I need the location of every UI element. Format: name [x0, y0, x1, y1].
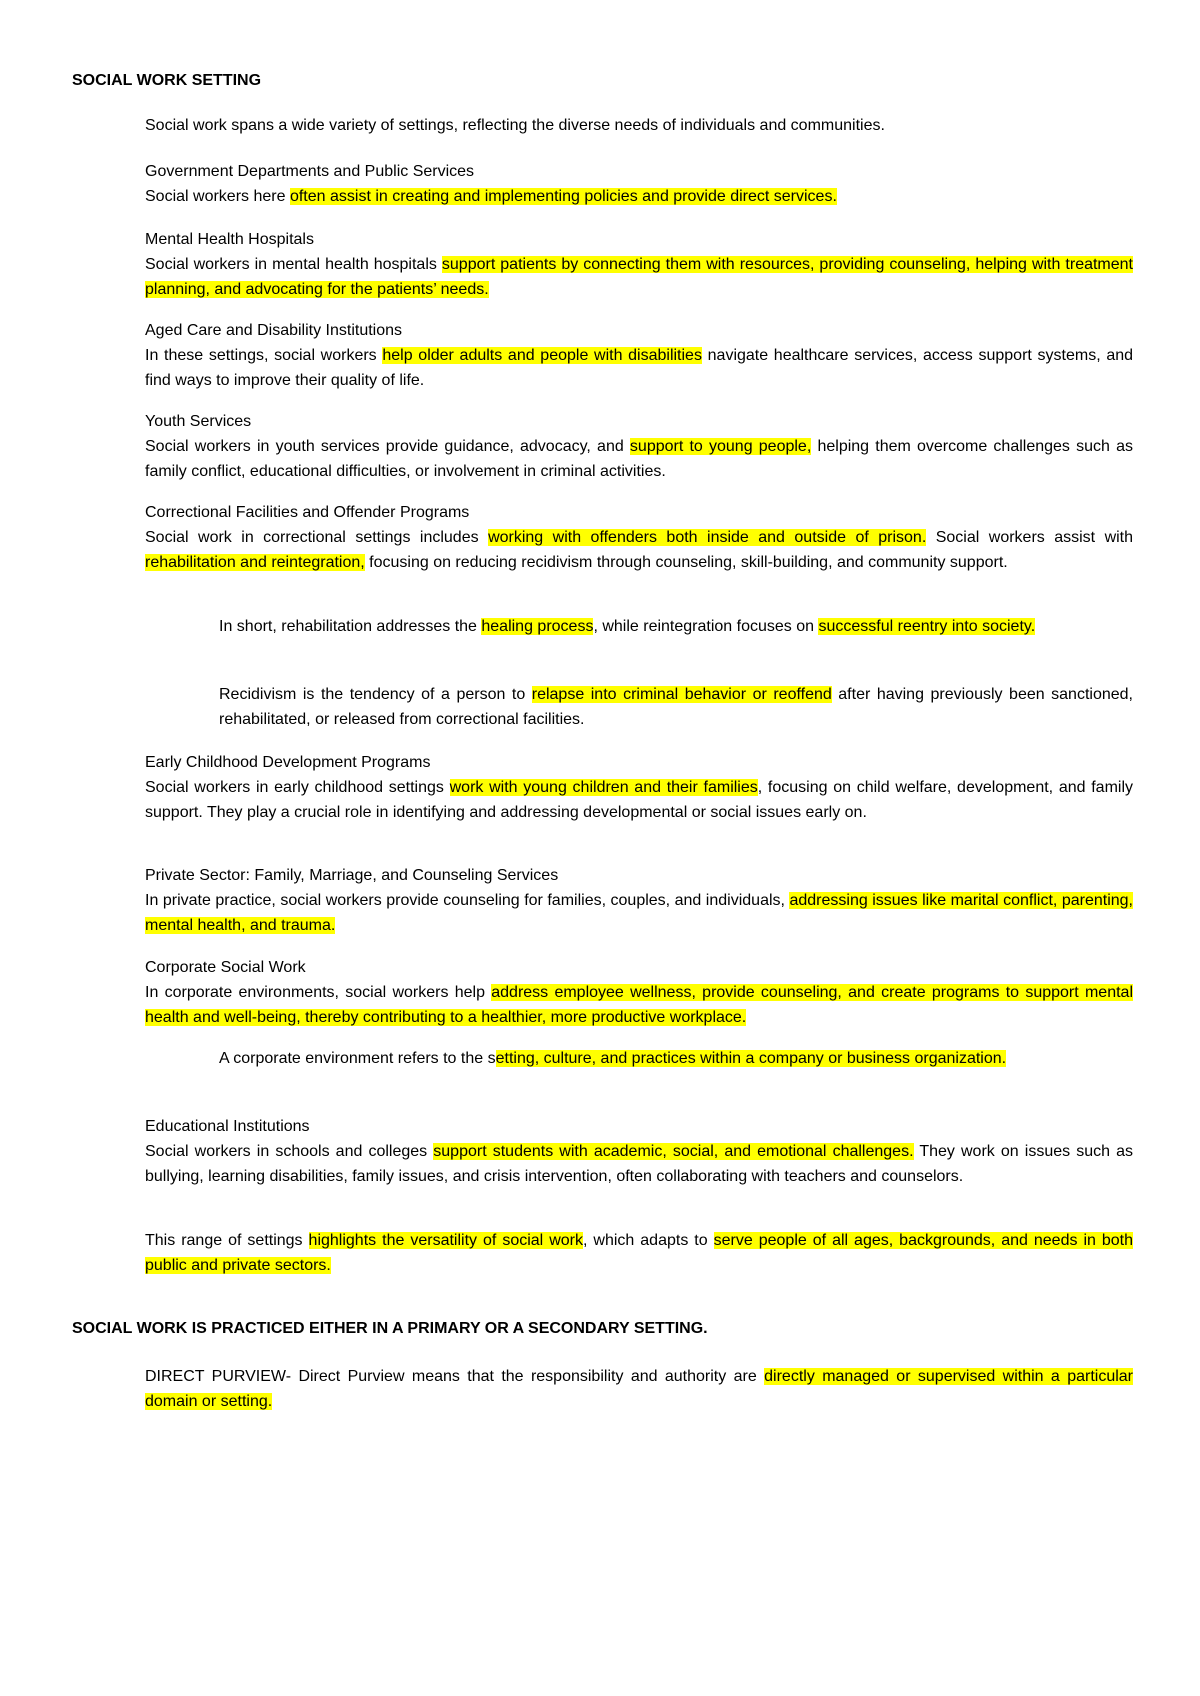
- section-body: [145, 775, 1133, 825]
- section-corporate: [145, 955, 1133, 1030]
- body-text: Social workers in mental health hospitals: [145, 256, 442, 273]
- section-body: [145, 1139, 1133, 1189]
- section-body: [219, 1046, 1133, 1071]
- highlighted-text: highlights the versatility of social work: [308, 1232, 583, 1249]
- section-heading: Government Departments and Public Services: [145, 163, 475, 180]
- section-body: [145, 1228, 1133, 1278]
- body-text: focusing on reducing recidivism through counseling, skill-building, and community support.: [364, 554, 1008, 571]
- section-body: [145, 343, 1133, 393]
- body-text: In private practice, social workers provide counseling for families, couples, and individuals,: [145, 892, 790, 909]
- highlighted-text: address employee wellness, provide counseling, and create programs to support mental health and well-being, thereby contributing to a healthier, more productive workplace.: [145, 984, 1134, 1026]
- body-text: Recidivism is the tendency of a person to: [219, 686, 532, 703]
- highlighted-text: healing process: [481, 618, 594, 635]
- section-body: [219, 614, 1133, 639]
- highlighted-text: working with offenders both inside and outside of prison.: [488, 529, 927, 546]
- highlighted-text: directly managed or supervised within a particular domain or setting.: [145, 1368, 1134, 1410]
- section-heading: Aged Care and Disability Institutions: [145, 322, 403, 339]
- body-text: In corporate environments, social workers help: [145, 984, 492, 1001]
- body-text: A corporate environment refers to the s: [219, 1050, 496, 1067]
- body-text: Social workers here: [145, 188, 290, 205]
- highlighted-text: successful reentry into society.: [818, 618, 1036, 635]
- body-text: In these settings, social workers: [145, 347, 383, 364]
- section-aged-care: [145, 318, 1133, 393]
- body-text: They work on issues such as bullying, learning disabilities, family issues, and crisis intervention, often collaborating with teachers and counselors.: [145, 1143, 1134, 1185]
- highlighted-text: relapse into criminal behavior or reoffend: [531, 686, 832, 703]
- direct-purview-paragraph: [145, 1364, 1133, 1414]
- body-text: helping them overcome challenges such as family conflict, educational difficulties, or involvement in criminal activities.: [145, 438, 1133, 480]
- section-heading: Correctional Facilities and Offender Programs: [145, 504, 470, 521]
- section-heading: Early Childhood Development Programs: [145, 754, 431, 771]
- body-text: navigate healthcare services, access support systems, and find ways to improve their quality of life.: [145, 347, 1134, 389]
- document-title: SOCIAL WORK SETTING: [72, 72, 262, 89]
- body-text: Social workers assist with: [926, 529, 1134, 546]
- section-body: [219, 682, 1133, 732]
- section-heading: Mental Health Hospitals: [145, 231, 314, 248]
- section-body: [145, 434, 1133, 484]
- body-text: Social work in correctional settings includes: [145, 529, 489, 546]
- section-heading: Youth Services: [145, 413, 252, 430]
- note-corporate-environment: [219, 1046, 1133, 1071]
- highlighted-text: serve people of all ages, backgrounds, and needs in both public and private sectors.: [145, 1232, 1134, 1274]
- summary-paragraph: [145, 1228, 1133, 1278]
- body-text: , focusing on child welfare, development, and family support. They play a crucial role in identifying and addressing developmental or social issues early on.: [145, 779, 1134, 821]
- section-government: [145, 159, 1133, 209]
- body-text: Social workers in early childhood settings: [145, 779, 450, 796]
- highlighted-text: help older adults and people with disabilities: [382, 347, 702, 364]
- note-rehabilitation: [219, 614, 1133, 639]
- section-body: [145, 525, 1133, 575]
- section-early-childhood: [145, 750, 1133, 825]
- body-text: DIRECT PURVIEW- Direct Purview means that the responsibility and authority are: [145, 1368, 765, 1385]
- highlighted-text: often assist in creating and implementing policies and provide direct services.: [289, 188, 837, 205]
- body-text: , while reintegration focuses on: [593, 618, 819, 635]
- section-body: [145, 980, 1133, 1030]
- body-text: after having previously been sanctioned, rehabilitated, or released from correctional facilities.: [219, 686, 1133, 728]
- highlighted-text: work with young children and their families: [449, 779, 758, 796]
- highlighted-text: support to young people,: [629, 438, 812, 455]
- section-body: [145, 888, 1133, 938]
- body-text: In short, rehabilitation addresses the: [219, 618, 482, 635]
- section-body: [145, 252, 1133, 302]
- section-heading: Corporate Social Work: [145, 959, 306, 976]
- body-text: Social workers in schools and colleges: [145, 1143, 434, 1160]
- highlighted-text: support students with academic, social, and emotional challenges.: [433, 1143, 914, 1160]
- highlighted-text: addressing issues like marital conflict, parenting, mental health, and trauma.: [145, 892, 1133, 934]
- highlighted-text: etting, culture, and practices within a company or business organization.: [495, 1050, 1007, 1067]
- highlighted-text: rehabilitation and reintegration,: [145, 554, 365, 571]
- body-text: This range of settings: [145, 1232, 309, 1249]
- intro-paragraph: Social work spans a wide variety of settings, reflecting the diverse needs of individuals and communities.: [145, 117, 885, 134]
- highlighted-text: support patients by connecting them with resources, providing counseling, helping with treatment planning, and advocating for the patients’ needs.: [145, 256, 1134, 298]
- section-heading: Educational Institutions: [145, 1118, 310, 1135]
- section-educational: [145, 1114, 1133, 1189]
- note-recidivism: [219, 682, 1133, 732]
- section-correctional: [145, 500, 1133, 575]
- primary-secondary-heading: SOCIAL WORK IS PRACTICED EITHER IN A PRIMARY OR A SECONDARY SETTING.: [72, 1320, 708, 1337]
- section-body: [145, 184, 1133, 209]
- body-text: , which adapts to: [582, 1232, 714, 1249]
- body-text: Social workers in youth services provide guidance, advocacy, and: [145, 438, 630, 455]
- section-youth-services: [145, 409, 1133, 484]
- section-private-sector: [145, 863, 1133, 938]
- section-mental-health: [145, 227, 1133, 302]
- section-heading: Private Sector: Family, Marriage, and Counseling Services: [145, 867, 559, 884]
